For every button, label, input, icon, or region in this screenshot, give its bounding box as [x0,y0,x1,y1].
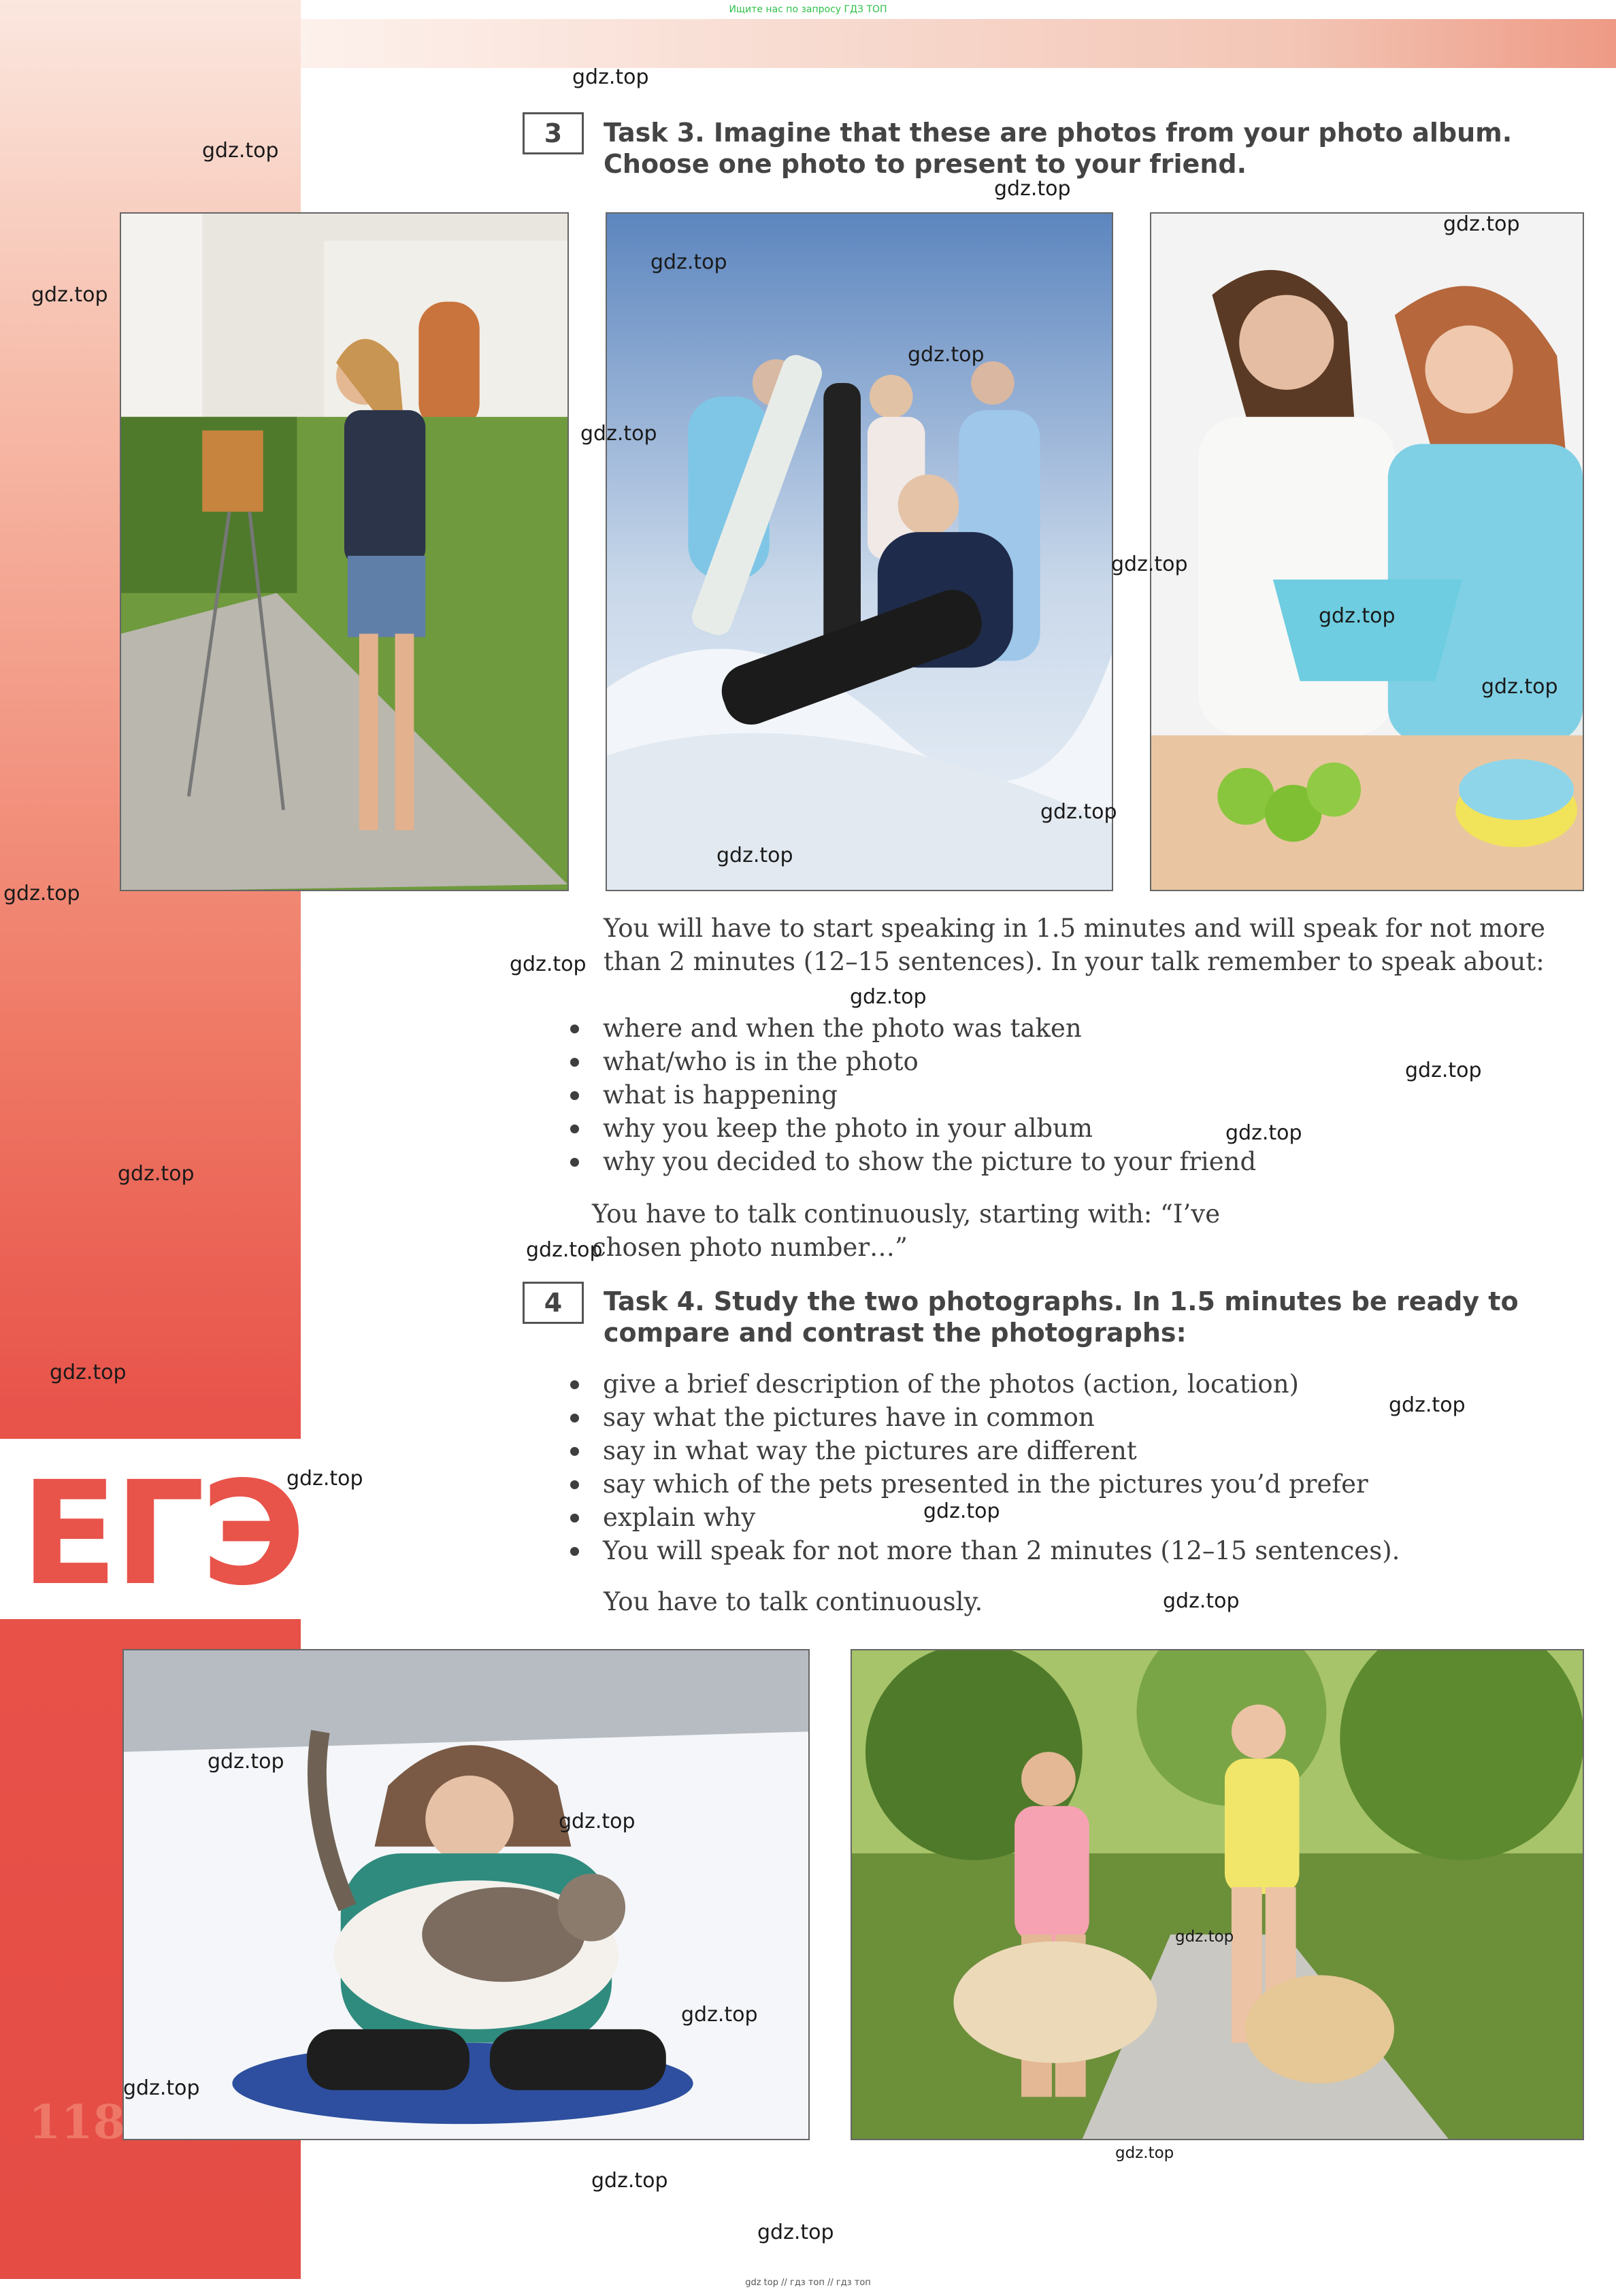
watermark: gdz.top [1115,2144,1174,2162]
task-3-bullet: why you keep the photo in your album [570,1112,1557,1145]
watermark: gdz.top [3,882,80,905]
watermark: gdz.top [1225,1121,1302,1145]
watermark: gdz.top [31,283,108,307]
task-3-bullet: why you decided to show the picture to your friend [570,1145,1557,1178]
top-strip [301,19,1616,68]
photo-boy-with-cat [122,1649,810,2140]
watermark: gdz.top [716,844,793,867]
task-4-closing: You have to talk continuously. [604,1587,983,1616]
photo-girls-with-dogs [851,1649,1584,2140]
task-3-heading: Task 3. Imagine that these are photos from your photo album. Choose one photo to present to your friend. [604,118,1513,179]
watermark: gdz.top [994,177,1071,201]
task-3-number: 3 [523,112,584,154]
watermark: gdz.top [650,250,727,274]
photo-girl-painting-art [121,214,567,890]
photo-girls-with-dogs-art [852,1650,1583,2139]
watermark: gdz.top [1040,800,1117,824]
task-4-bullet: You will speak for not more than 2 minutes (12–15 sentences). [570,1534,1577,1567]
watermark: gdz.top [1405,1059,1482,1082]
photo-snowboarders [606,212,1113,891]
watermark: gdz.top [208,1750,284,1774]
task-4-bullet: say in what way the pictures are different [570,1434,1577,1467]
watermark: gdz.top [681,2003,758,2027]
photo-boy-with-cat-art [124,1650,808,2139]
watermark: gdz.top [510,952,587,976]
top-note[interactable]: Ищите нас по запросу ГДЗ ТОП [729,4,887,15]
task-3-bullet: what/who is in the photo [570,1045,1557,1078]
task-4-bullet: explain why [570,1501,1577,1534]
task-3-bullets [570,1012,1557,1178]
watermark: gdz.top [1163,1589,1240,1613]
watermark: gdz.top [1319,604,1396,628]
watermark: gdz.top [1443,212,1520,236]
task-4-bullet: give a brief description of the photos (action, location) [570,1367,1577,1401]
watermark: gdz.top [118,1162,195,1186]
watermark: gdz.top [850,985,927,1009]
task-4-bullet: say what the pictures have in common [570,1401,1577,1434]
watermark: gdz.top [757,2220,834,2244]
watermark: gdz.top [50,1361,127,1384]
watermark: gdz.top [1111,552,1188,576]
task-3-bullet: where and when the photo was taken [570,1012,1557,1045]
photo-snowboarders-art [607,214,1112,890]
watermark: gdz.top [923,1499,1000,1523]
task-4-heading: Task 4. Study the two photographs. In 1.5 minutes be ready to compare and contrast the photographs: [604,1286,1519,1348]
watermark: gdz.top [1481,675,1558,699]
watermark: gdz.top [123,2076,200,2100]
photo-cooking-art [1151,214,1583,890]
watermark: gdz.top [559,1810,636,1833]
watermark: gdz.top [908,343,985,367]
watermark: gdz.top [202,139,279,163]
task-3-bullet: what is happening [570,1078,1557,1112]
task-4-bullet: say which of the pets presented in the pictures you’d prefer [570,1467,1577,1501]
photo-cooking [1150,212,1584,891]
task-3-closing: You have to talk continuously, starting with: “I’ve chosen photo number…” [592,1199,1221,1262]
watermark: gdz.top [1389,1393,1466,1417]
watermark: gdz.top [1175,1928,1234,1946]
bottom-note[interactable]: gdz top // гдз топ // гдз топ [745,2278,871,2288]
watermark: gdz.top [572,65,649,89]
watermark: gdz.top [286,1467,363,1491]
watermark: gdz.top [591,2169,668,2193]
photo-girl-painting [120,212,569,891]
task-3-intro: You will have to start speaking in 1.5 minutes and will speak for not more than 2 minutes (12–15 sentences). In your talk remember to speak about: [604,914,1546,976]
task-4-number: 4 [523,1282,584,1324]
watermark: gdz.top [580,422,657,446]
page-number: 118 [29,2095,125,2150]
watermark: gdz.top [526,1238,603,1262]
ege-label: ЕГЭ [20,1450,302,1617]
